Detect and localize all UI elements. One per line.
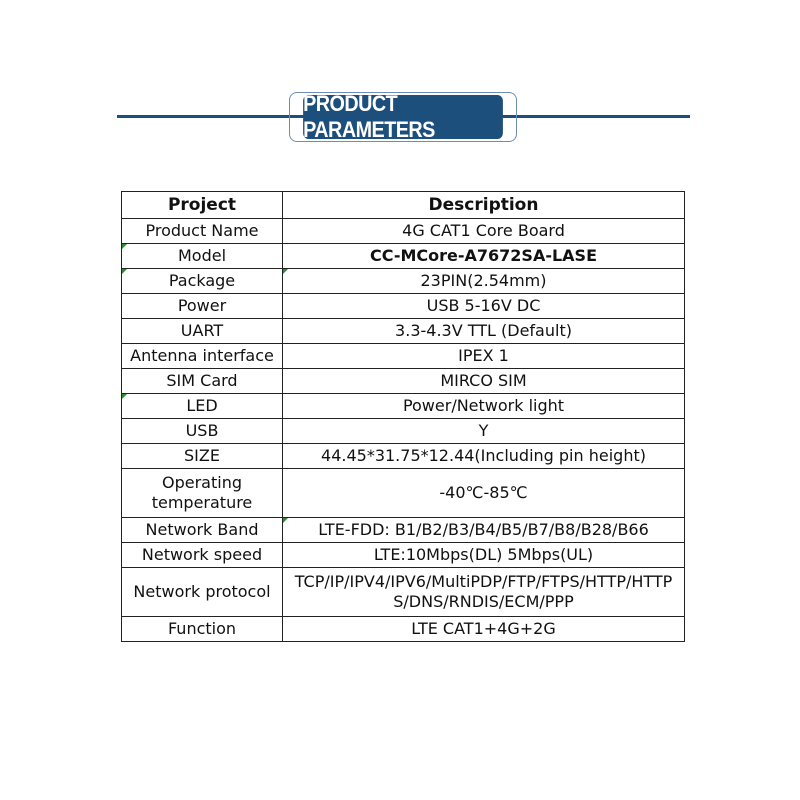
row-value: TCP/IP/IPV4/IPV6/MultiPDP/FTP/FTPS/HTTP/HTTPS/DNS/RNDIS/ECM/PPP	[283, 568, 685, 617]
table-row	[122, 369, 685, 394]
row-value: 4G CAT1 Core Board	[283, 219, 685, 244]
table-row	[122, 244, 685, 269]
row-label: LED	[122, 394, 283, 419]
row-label: Model	[122, 244, 283, 269]
table-row	[122, 219, 685, 244]
table-row	[122, 444, 685, 469]
table-row	[122, 543, 685, 568]
row-label: Network protocol	[122, 568, 283, 617]
row-value: 23PIN(2.54mm)	[283, 269, 685, 294]
row-value: LTE CAT1+4G+2G	[283, 617, 685, 642]
column-header-project: Project	[122, 192, 283, 219]
table-row	[122, 617, 685, 642]
table-row	[122, 394, 685, 419]
row-label: Package	[122, 269, 283, 294]
row-label: Operating temperature	[122, 469, 283, 518]
row-label: Network Band	[122, 518, 283, 543]
row-label: Function	[122, 617, 283, 642]
row-label: UART	[122, 319, 283, 344]
row-label: Network speed	[122, 543, 283, 568]
table-row	[122, 419, 685, 444]
row-value: Y	[283, 419, 685, 444]
row-label: Antenna interface	[122, 344, 283, 369]
table-row	[122, 269, 685, 294]
row-label: SIZE	[122, 444, 283, 469]
row-label: SIM Card	[122, 369, 283, 394]
table-row	[122, 469, 685, 518]
column-header-description: Description	[283, 192, 685, 219]
row-value: USB 5-16V DC	[283, 294, 685, 319]
table-header-row	[122, 192, 685, 219]
row-value: Power/Network light	[283, 394, 685, 419]
table-row	[122, 294, 685, 319]
row-value: -40℃-85℃	[283, 469, 685, 518]
row-label: Power	[122, 294, 283, 319]
parameters-table	[121, 191, 685, 642]
page-title: PRODUCT PARAMETERS	[303, 95, 503, 139]
table-row	[122, 518, 685, 543]
row-value: IPEX 1	[283, 344, 685, 369]
row-value: 44.45*31.75*12.44(Including pin height)	[283, 444, 685, 469]
row-value: MIRCO SIM	[283, 369, 685, 394]
table-row	[122, 568, 685, 617]
table-row	[122, 344, 685, 369]
row-value: LTE:10Mbps(DL) 5Mbps(UL)	[283, 543, 685, 568]
row-value: 3.3-4.3V TTL (Default)	[283, 319, 685, 344]
row-value: LTE-FDD: B1/B2/B3/B4/B5/B7/B8/B28/B66	[283, 518, 685, 543]
table-row	[122, 319, 685, 344]
row-label: USB	[122, 419, 283, 444]
row-value: CC-MCore-A7672SA-LASE	[283, 244, 685, 269]
row-label: Product Name	[122, 219, 283, 244]
